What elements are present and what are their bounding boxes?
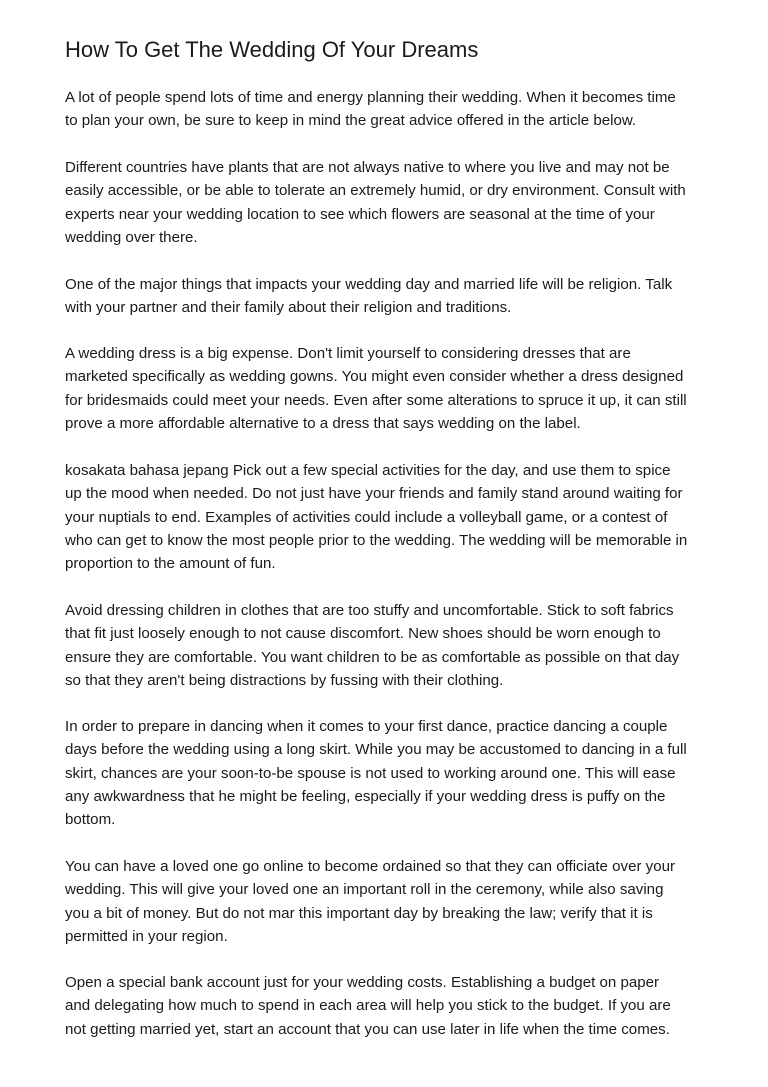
paragraph-dress — [65, 342, 687, 435]
paragraph-bank-account — [65, 971, 671, 1041]
text-line: experts near your wedding location to see which flowers are seasonal at the time of your — [65, 205, 655, 223]
text-line: and delegating how much to spend in each area will help you stick to the budget. If you are — [65, 997, 671, 1015]
text-line: kosakata bahasa jepang Pick out a few special activities for the day, and use them to spice — [65, 462, 671, 479]
text-line: marketed specifically as wedding gowns. You might even consider whether a dress designed — [65, 368, 684, 386]
text-line: for bridesmaids could meet your needs. Even after some alterations to spruce it up, it can still — [65, 391, 687, 409]
paragraph-activities — [65, 459, 687, 575]
text-line: who can get to know the most people prior to the wedding. The wedding will be memorable in — [65, 531, 688, 549]
text-line: days before the wedding using a long skirt. While you may be accustomed to dancing in a full — [65, 741, 687, 759]
paragraph-dancing — [65, 715, 687, 831]
text-line: skirt, chances are your soon-to-be spouse is not used to working around one. This will ease — [65, 764, 676, 782]
text-line: wedding. This will give your loved one an important roll in the ceremony, while also saving — [65, 881, 664, 899]
text-line: permitted in your region. — [65, 927, 228, 945]
text-line: A lot of people spend lots of time and energy planning their wedding. When it becomes time — [65, 89, 676, 106]
document-title: How To Get The Wedding Of Your Dreams — [65, 37, 479, 62]
text-line: that fit just loosely enough to not cause discomfort. New shoes should be worn enough to — [65, 625, 661, 643]
text-line: bottom. — [65, 811, 116, 829]
text-line: your nuptials to end. Examples of activities could include a volleyball game, or a contest of — [65, 508, 668, 526]
text-line: A wedding dress is a big expense. Don't limit yourself to considering dresses that are — [65, 345, 631, 362]
text-line: so that they aren't being distractions by fussing with their clothing. — [65, 671, 504, 689]
paragraph-intro — [65, 86, 676, 133]
text-line: In order to prepare in dancing when it comes to your first dance, practice dancing a couple — [65, 718, 668, 735]
paragraph-flowers — [65, 156, 686, 249]
text-line: One of the major things that impacts your wedding day and married life will be religion. Talk — [65, 276, 673, 293]
text-line: any awkwardness that he might be feeling, especially if your wedding dress is puffy on the — [65, 787, 666, 805]
text-line: You can have a loved one go online to become ordained so that they can officiate over your — [65, 858, 676, 875]
text-line: easily accessible, or be able to tolerate an extremely humid, or dry environment. Consult with — [65, 182, 686, 200]
paragraph-religion — [65, 273, 672, 320]
text-line: to plan your own, be sure to keep in mind the great advice offered in the article below. — [65, 112, 637, 130]
text-line: you a bit of money. But do not mar this important day by breaking the law; verify that it is — [65, 904, 653, 922]
text-line: prove a more affordable alternative to a dress that says wedding on the label. — [65, 414, 581, 432]
text-line: ensure they are comfortable. You want children to be as comfortable as possible on that day — [65, 648, 680, 666]
text-line: Avoid dressing children in clothes that are too stuffy and uncomfortable. Stick to soft fabrics — [65, 602, 674, 619]
text-line: with your partner and their family about their religion and traditions. — [65, 299, 512, 317]
text-line: proportion to the amount of fun. — [65, 555, 276, 573]
paragraph-officiant — [65, 855, 675, 948]
text-line: Open a special bank account just for your wedding costs. Establishing a budget on paper — [65, 974, 660, 991]
paragraph-children — [65, 599, 679, 692]
text-line: not getting married yet, start an account that you can use later in life when the time comes. — [65, 1020, 670, 1038]
text-line: wedding over there. — [65, 228, 198, 246]
text-line: Different countries have plants that are not always native to where you live and may not be — [65, 159, 670, 176]
text-line: up the mood when needed. Do not just have your friends and family stand around waiting for — [65, 485, 683, 503]
